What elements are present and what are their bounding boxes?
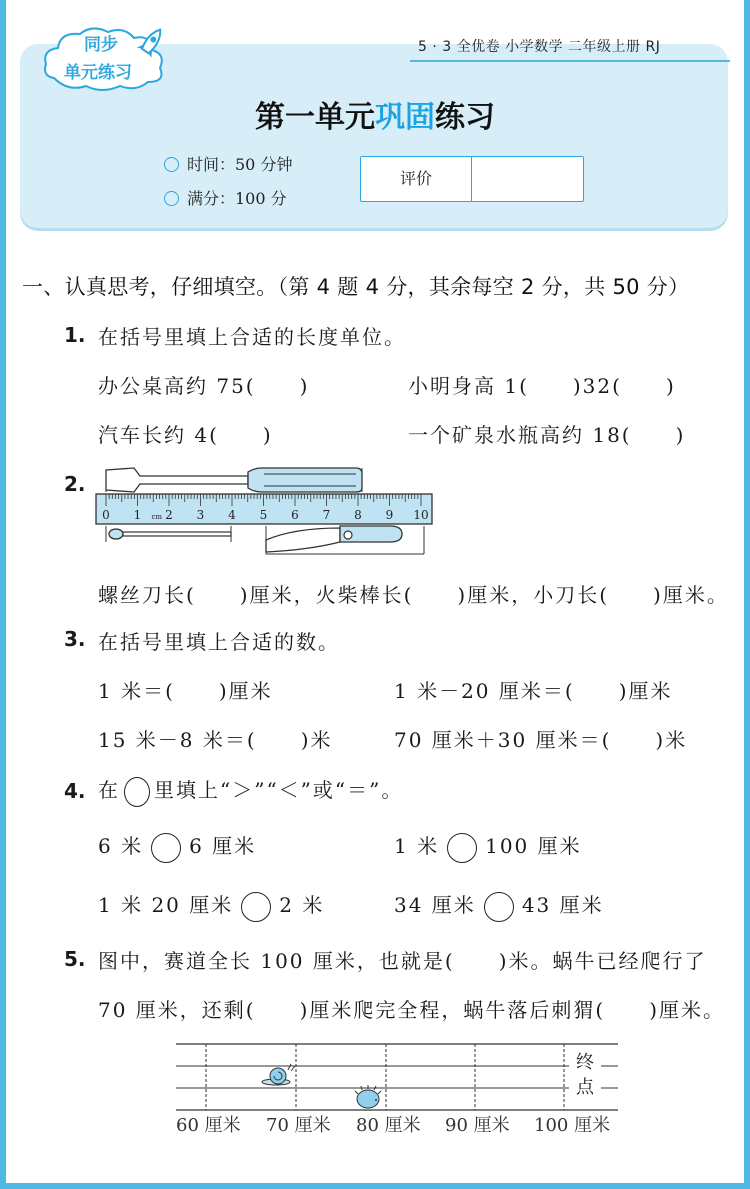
q1-item-c[interactable]: 汽车长约 4( ) <box>98 423 273 447</box>
q4-d-circle[interactable] <box>484 892 514 922</box>
ruler-label: 5 <box>259 508 268 522</box>
check-icon <box>164 191 179 206</box>
q3-number: 3. <box>64 627 86 651</box>
q4-number: 4. <box>64 779 86 803</box>
ruler <box>96 494 432 524</box>
q1-stem: 在括号里填上合适的长度单位。 <box>98 325 406 349</box>
track-label: 80 厘米 <box>356 1115 421 1136</box>
clock-icon <box>164 157 179 172</box>
book-info: 5 · 3 全优卷 小学数学 二年级上册 RJ <box>418 39 661 55</box>
q3-item-b[interactable]: 1 米－20 厘米＝( )厘米 <box>394 679 673 703</box>
ruler-label: 1 <box>133 508 142 522</box>
ruler-label: 6 <box>291 508 299 522</box>
matchstick-image <box>106 526 231 542</box>
finish-label-2: 点 <box>576 1077 594 1098</box>
page-title: 第一单元巩固练习 <box>255 100 495 135</box>
q3-item-d[interactable]: 70 厘米＋30 厘米＝( )米 <box>394 728 688 752</box>
evaluation-box <box>360 156 584 202</box>
ruler-label: 9 <box>385 508 394 522</box>
snail-icon <box>262 1064 295 1085</box>
q1-item-d[interactable]: 一个矿泉水瓶高约 18( ) <box>408 423 686 447</box>
page-border-right <box>744 0 750 1189</box>
knife-image <box>266 526 424 554</box>
ruler-label: 8 <box>354 508 362 522</box>
ruler-label: 2 <box>165 508 173 522</box>
score-label: 满分：100 分 <box>187 189 287 208</box>
q1-item-b[interactable]: 小明身高 1( )32( ) <box>408 374 676 398</box>
q4-a-circle[interactable] <box>151 833 181 863</box>
q5-number: 5. <box>64 947 86 971</box>
q4-c-circle[interactable] <box>241 892 271 922</box>
ruler-unit: cm <box>151 513 163 521</box>
badge-line-1: 同步 <box>84 35 118 55</box>
track-label: 70 厘米 <box>266 1115 331 1136</box>
q1-item-a[interactable]: 办公桌高约 75( ) <box>98 374 310 398</box>
full-score <box>164 186 287 209</box>
time-limit <box>164 152 292 175</box>
q1-number: 1. <box>64 323 86 347</box>
q2-answer-line[interactable]: 螺丝刀长( )厘米，火柴棒长( )厘米，小刀长( )厘米。 <box>98 583 729 607</box>
section-heading: 一、认真思考，仔细填空。（第 4 题 4 分，其余每空 2 分，共 50 分） <box>22 275 690 299</box>
q3-item-c[interactable]: 15 米－8 米＝( )米 <box>98 728 333 752</box>
ruler-label: 3 <box>196 508 205 522</box>
q4-item-d: 34 厘米 43 厘米 <box>394 889 604 922</box>
ruler-label: 7 <box>322 508 331 522</box>
q5-line-1[interactable]: 图中，赛道全长 100 厘米，也就是( )米。蜗牛已经爬行了 <box>98 949 707 973</box>
evaluation-field[interactable] <box>473 157 581 201</box>
time-label: 时间：50 分钟 <box>187 155 293 174</box>
page-border-left <box>0 0 6 1189</box>
q5-line-2[interactable]: 70 厘米，还剩( )厘米爬完全程，蜗牛落后刺猬( )厘米。 <box>98 998 726 1022</box>
q4-item-b: 1 米 100 厘米 <box>394 830 582 863</box>
ruler-label: 10 <box>413 508 429 522</box>
q3-stem: 在括号里填上合适的数。 <box>98 630 340 654</box>
badge-line-2: 单元练习 <box>64 63 132 83</box>
q4-item-a: 6 米 6 厘米 <box>98 830 256 863</box>
ruler-label: 4 <box>228 508 236 522</box>
compare-circle-icon <box>124 777 150 807</box>
screwdriver-image <box>106 468 362 492</box>
q3-item-a[interactable]: 1 米＝( )厘米 <box>98 679 273 703</box>
track-label: 60 厘米 <box>176 1115 241 1136</box>
race-track-figure <box>172 1040 632 1140</box>
finish-label-1: 终 <box>576 1052 594 1073</box>
q4-stem: 在 里填上“＞”“＜”或“＝”。 <box>98 774 403 807</box>
q4-item-c: 1 米 20 厘米 2 米 <box>98 889 324 922</box>
track-label: 90 厘米 <box>445 1115 510 1136</box>
header-rule <box>410 60 730 62</box>
evaluation-label: 评价 <box>361 157 472 201</box>
track-label: 100 厘米 <box>534 1115 611 1136</box>
q4-b-circle[interactable] <box>447 833 477 863</box>
q2-number: 2. <box>64 472 86 496</box>
page-border-bottom <box>0 1183 750 1189</box>
measurement-figure <box>94 462 434 558</box>
ruler-label: 0 <box>102 508 110 522</box>
